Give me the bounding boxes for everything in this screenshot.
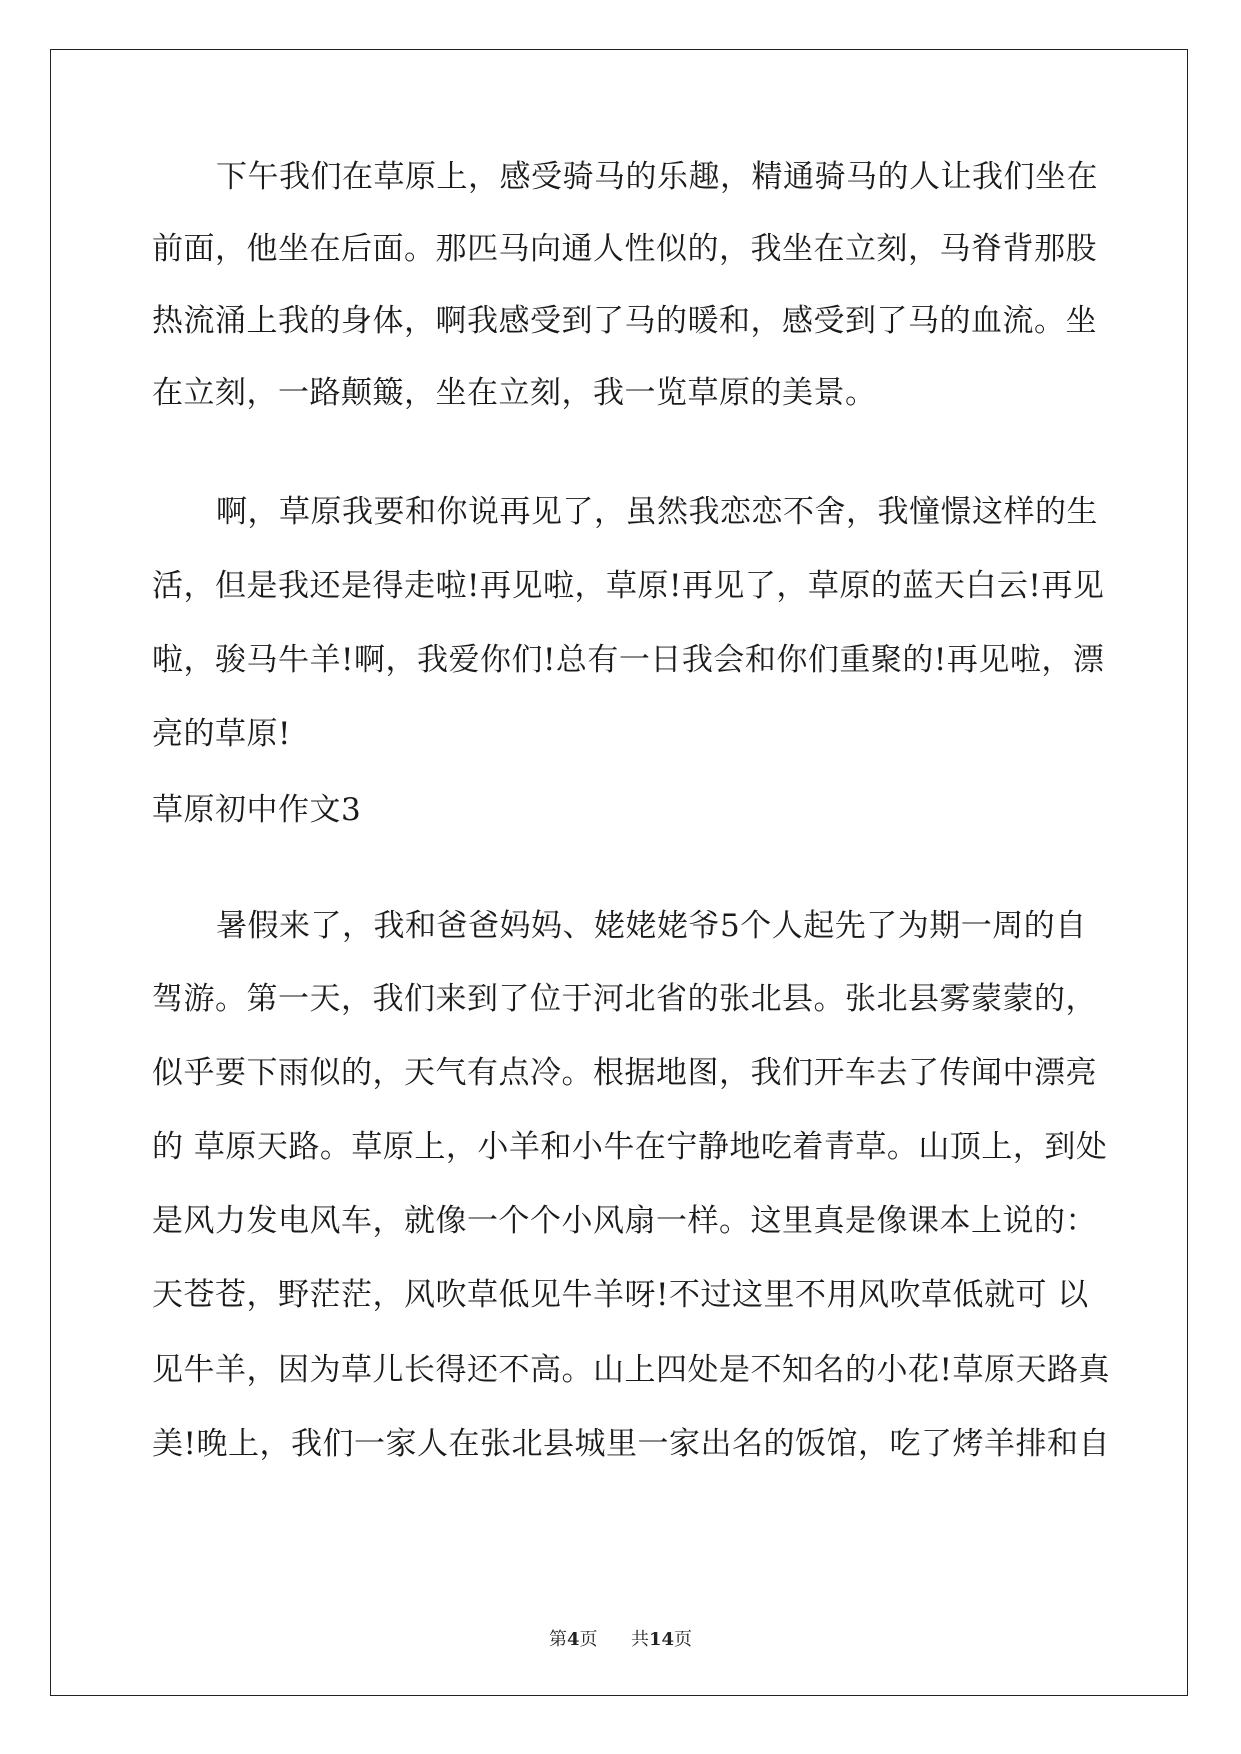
paragraph-line: 啊，草原我要和你说再见了，虽然我恋恋不舍，我憧憬这样的生	[216, 494, 1098, 530]
paragraph-line: 美!晚上，我们一家人在张北县城里一家出名的饭馆，吃了烤羊排和自	[152, 1426, 1110, 1462]
paragraph-line: 暑假来了，我和爸爸妈妈、姥姥姥爷5个人起先了为期一周的自	[216, 908, 1087, 944]
paragraph-line: 前面，他坐在后面。那匹马向通人性似的，我坐在立刻，马脊背那股	[152, 231, 1097, 267]
page-total: 共14页	[630, 1629, 693, 1650]
page-number: 第4页	[548, 1629, 598, 1650]
section-heading: 草原初中作文3	[152, 792, 362, 828]
paragraph-line: 似乎要下雨似的，天气有点冷。根据地图，我们开车去了传闻中漂亮	[152, 1055, 1097, 1091]
paragraph-line: 在立刻，一路颠簸，坐在立刻，我一览草原的美景。	[152, 375, 877, 411]
paragraph-line: 下午我们在草原上，感受骑马的乐趣，精通骑马的人让我们坐在	[216, 159, 1098, 195]
paragraph-line: 是风力发电风车，就像一个个小风扇一样。这里真是像课本上说的：	[152, 1203, 1097, 1239]
paragraph-line: 亮的草原!	[152, 716, 291, 752]
paragraph-line: 热流涌上我的身体，啊我感受到了马的暖和，感受到了马的血流。坐	[152, 303, 1097, 339]
paragraph-line: 见牛羊，因为草儿长得还不高。山上四处是不知名的小花!草原天路真	[152, 1352, 1110, 1388]
paragraph-line: 活，但是我还是得走啦!再见啦，草原!再见了，草原的蓝天白云!再见	[152, 568, 1105, 604]
paragraph-line: 啦，骏马牛羊!啊，我爱你们!总有一日我会和你们重聚的!再见啦，漂	[152, 642, 1105, 678]
paragraph-line: 天苍苍，野茫茫，风吹草低见牛羊呀!不过这里不用风吹草低就可 以	[152, 1277, 1089, 1313]
paragraph-line: 的 草原天路。草原上，小羊和小牛在宁静地吃着青草。山顶上，到处	[152, 1129, 1108, 1165]
page-footer	[0, 1625, 1241, 1651]
paragraph-line: 驾游。第一天，我们来到了位于河北省的张北县。张北县雾蒙蒙的，	[152, 981, 1097, 1017]
